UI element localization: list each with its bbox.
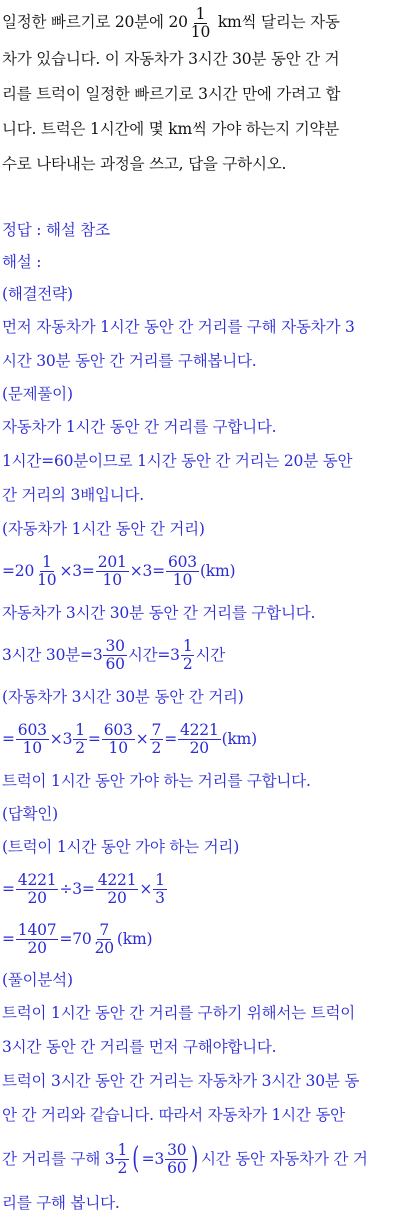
solve-heading: (문제풀이)	[2, 385, 73, 403]
fraction-denominator: 20	[27, 888, 47, 907]
problem-line-4: 니다. 트럭은 1시간에 몇 km씩 가야 하는지 기약분	[2, 120, 340, 138]
eq-text: 시간=3	[127, 646, 180, 664]
fraction-numerator: 7	[151, 721, 162, 740]
spacer	[2, 180, 398, 214]
fraction-numerator: 30	[167, 1141, 187, 1160]
eq-text: ×3=	[59, 562, 95, 580]
problem-line-1	[2, 0, 398, 44]
fraction	[16, 922, 59, 956]
fraction-denominator: 2	[151, 738, 162, 757]
fraction-denominator: 10	[37, 570, 57, 589]
fraction-numerator: 201	[97, 553, 127, 572]
fraction	[93, 922, 116, 956]
fraction-denominator: 60	[105, 654, 125, 673]
analysis-line-1: 트럭이 1시간 동안 간 거리를 구하기 위해서는 트럭이	[2, 1004, 355, 1022]
fraction	[153, 872, 167, 906]
fraction-denominator: 20	[94, 938, 114, 957]
problem-line-1-post: km씩 달리는 자동	[213, 13, 340, 31]
fraction-numerator: 4221	[97, 871, 137, 890]
analysis-line-6: 리를 구해 봅니다.	[2, 1194, 120, 1212]
eq-text: ×	[139, 880, 153, 898]
analysis-heading: (풀이분석)	[2, 971, 73, 989]
eq-text: =	[164, 730, 177, 748]
fraction-denominator: 20	[27, 938, 47, 957]
fraction-numerator: 1	[41, 553, 52, 572]
solve-line-1: 자동차가 1시간 동안 간 거리를 구합니다.	[2, 418, 277, 436]
eq-text: 간 거리를 구해 3	[2, 1150, 115, 1168]
fraction-numerator: 1	[117, 1141, 128, 1160]
eq-text: =	[2, 880, 15, 898]
answer-line: 정답 : 해설 참조	[2, 221, 110, 239]
fraction-denominator: 10	[22, 738, 42, 757]
check-line-1: (트럭이 1시간 동안 가야 하는 거리)	[2, 838, 240, 856]
strategy-line-1: 먼저 자동차가 1시간 동안 간 거리를 구해 자동차가 3	[2, 318, 355, 336]
fraction-numerator: 1407	[17, 921, 57, 940]
fraction	[96, 554, 129, 588]
fraction-numerator: 4221	[17, 871, 57, 890]
eq-text: ×3=	[129, 562, 165, 580]
eq-text: =70	[59, 930, 92, 948]
equation-3	[2, 714, 398, 764]
check-heading: (답확인)	[2, 805, 59, 823]
solve-line-7: 트럭이 1시간 동안 가야 하는 거리를 구합니다.	[2, 772, 311, 790]
analysis-line-4: 안 간 거리와 같습니다. 따라서 자동차가 1시간 동안	[2, 1106, 345, 1124]
fraction-denominator: 10	[102, 570, 122, 589]
eq-text: =3	[141, 1150, 165, 1168]
strategy-line-2: 시간 30분 동안 간 거리를 구해봅니다.	[2, 352, 257, 370]
fraction	[181, 638, 195, 672]
fraction-numerator: 1	[155, 871, 165, 890]
unit-label: (km)	[116, 930, 153, 948]
solve-line-3: 간 거리의 3배입니다.	[2, 486, 145, 504]
problem-line-2: 차가 있습니다. 이 자동차가 3시간 30분 동안 간 거	[2, 50, 340, 68]
fraction-numerator: 7	[99, 921, 110, 940]
fraction-numerator: 4221	[179, 721, 219, 740]
problem-line-3: 리를 트럭이 일정한 빠르기로 3시간 만에 가려고 합	[2, 85, 341, 103]
fraction-denominator: 10	[190, 22, 211, 41]
fraction	[16, 872, 59, 906]
problem-line-1-pre: 일정한 빠르기로 20분에 20	[2, 13, 188, 31]
fraction-denominator: 10	[172, 570, 193, 589]
unit-label: (km)	[199, 562, 236, 580]
equation-2	[2, 630, 398, 680]
fraction-numerator: 30	[105, 637, 125, 656]
fraction-denominator: 2	[182, 654, 193, 673]
explain-label: 해설 :	[2, 253, 42, 271]
fraction-denominator: 20	[107, 888, 127, 907]
fraction	[166, 554, 199, 588]
equation-5	[2, 914, 398, 964]
fraction	[178, 722, 221, 756]
fraction	[16, 722, 49, 756]
fraction-denominator: 3	[155, 888, 165, 907]
fraction-denominator: 60	[167, 1158, 187, 1177]
fraction	[165, 1142, 188, 1176]
fraction	[150, 722, 164, 756]
solve-line-6: (자동차가 3시간 30분 동안 간 거리)	[2, 688, 244, 706]
fraction	[35, 554, 58, 588]
fraction-denominator: 2	[75, 738, 85, 757]
fraction-denominator: 20	[189, 738, 209, 757]
strategy-heading: (해결전략)	[2, 285, 73, 303]
fraction-denominator: 2	[117, 1158, 128, 1177]
equation-1	[2, 546, 398, 596]
left-paren-glyph: (	[132, 1141, 140, 1176]
solution	[2, 214, 398, 1220]
eq-text: =	[2, 730, 15, 748]
solve-line-4: (자동차가 1시간 동안 간 거리)	[2, 520, 205, 538]
fraction-numerator: 603	[17, 721, 47, 740]
analysis-line-3: 트럭이 3시간 동안 간 거리는 자동차가 3시간 30분 동	[2, 1072, 360, 1090]
fraction-1-10	[189, 6, 212, 40]
eq-text: ×3	[49, 730, 73, 748]
fraction-numerator: 1	[75, 721, 85, 740]
fraction-numerator: 603	[167, 553, 197, 572]
fraction	[115, 1142, 129, 1176]
fraction-numerator: 1	[195, 5, 206, 24]
eq-text: ×	[135, 730, 149, 748]
solve-line-5: 자동차가 3시간 30분 동안 간 거리를 구합니다.	[2, 604, 316, 622]
right-paren-glyph: )	[191, 1141, 199, 1176]
fraction	[96, 872, 139, 906]
analysis-line-2: 3시간 동안 간 거리를 먼저 구해야합니다.	[2, 1038, 277, 1056]
fraction	[103, 638, 126, 672]
equation-4	[2, 864, 398, 914]
eq-text: =20	[2, 562, 35, 580]
eq-text: =	[87, 730, 101, 748]
eq-text: 시간	[195, 646, 226, 664]
eq-text: =	[2, 930, 15, 948]
fraction	[73, 722, 87, 756]
eq-text: ÷3=	[59, 880, 95, 898]
fraction-denominator: 10	[108, 738, 128, 757]
fraction-numerator: 1	[182, 637, 193, 656]
problem-text	[2, 0, 398, 180]
unit-label: (km)	[221, 730, 258, 748]
fraction-numerator: 603	[103, 721, 133, 740]
problem-line-5: 수로 나타내는 과정을 쓰고, 답을 구하시오.	[2, 155, 287, 173]
fraction	[102, 722, 135, 756]
eq-text: 3시간 30분=3	[2, 646, 103, 664]
analysis-line-5	[2, 1132, 398, 1186]
solve-line-2: 1시간=60분이므로 1시간 동안 간 거리는 20분 동안	[2, 452, 353, 470]
eq-text: 시간 동안 자동차가 간 거	[200, 1150, 368, 1168]
